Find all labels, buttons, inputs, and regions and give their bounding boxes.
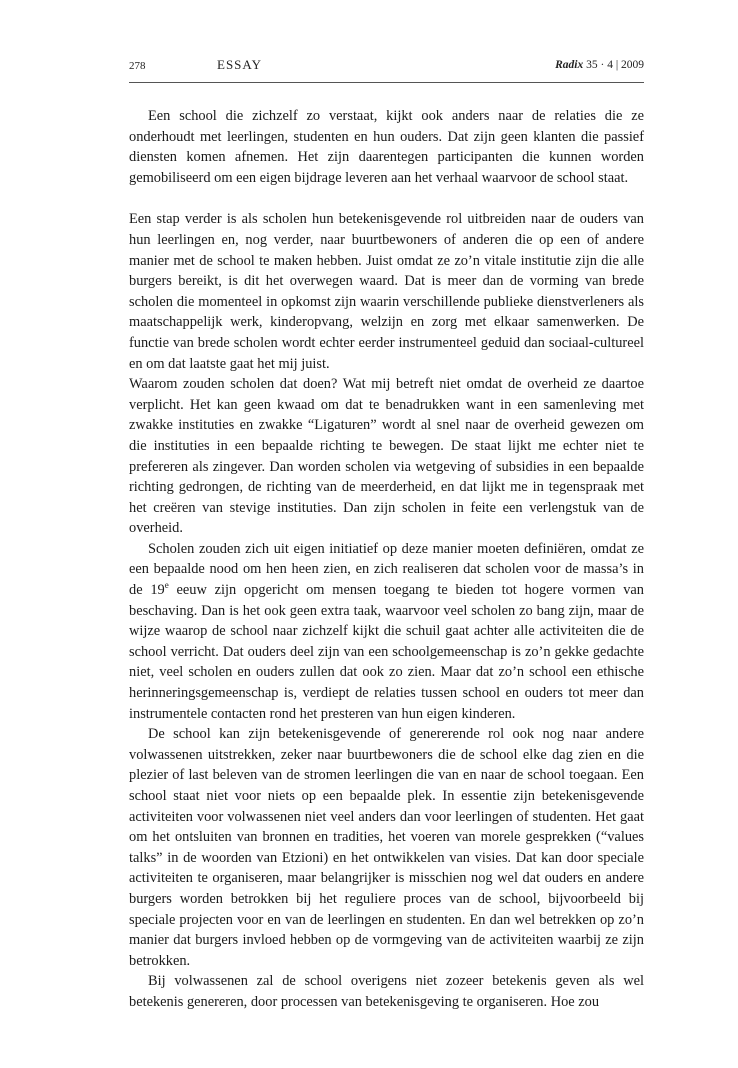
paragraph-6: Bij volwassenen zal de school overigens niet zozeer betekenis geven als wel betekenis genereren, door processen van betekenisgeving te organiseren. Hoe zou [129, 973, 644, 1010]
running-header [129, 52, 644, 83]
paragraph-4-part-1: Scholen zouden zich uit eigen initiatief op deze manier moeten definiëren, omdat ze een bepaalde nood om hen heen zien, en zich realiseren dat scholen voor de massa’s in de 19 [129, 540, 644, 599]
page-number: 278 [129, 60, 146, 72]
paragraph-3: Waarom zouden scholen dat doen? Wat mij betreft niet omdat de overheid ze daartoe verplicht. Het kan geen kwaad om dat te benadrukken want in een samenleving met zwakke instituties en zwakke “Ligaturen” wordt al snel naar de overheid gewezen om die instituties in een bepaalde richting te bewegen. De staat lijkt me echter niet te prefereren als zingever. Dan worden scholen via wetgeving of subsidies in een bepaalde richting gedrongen, de richting van de meerderheid, en dat lijkt me in tegenspraak met het creëren van stevige instituties. Dan zijn scholen in feite een verlengstuk van de overheid. [129, 376, 644, 537]
journal-reference [555, 59, 644, 71]
paragraph-2: Een stap verder is als scholen hun betekenisgevende rol uitbreiden naar de ouders van hun leerlingen en, nog verder, naar buurtbewoners of anderen die op een of andere manier met de school te maken hebben. Juist omdat ze zo’n vitale institutie zijn die alle burgers bereikt, is dit het overwegen waard. Dat is meer dan de vorming van brede scholen die momenteel in opkomst zijn waarin verschillende publieke dienstverleners als maatschappelijk werk, kinderopvang, welzijn en zorg met elkaar samenwerken. De functie van brede scholen wordt echter eerder instrumenteel geduid dan sociaal-cultureel en om dat laatste gaat het mij juist. [129, 211, 644, 372]
journal-name: Radix [555, 59, 584, 71]
paragraph-5: De school kan zijn betekenisgevende of genererende rol ook nog naar andere volwassenen uitstrekken, zeker naar buurtbewoners die de school elke dag zien en die plezier of last beleven van de stromen leerlingen die van en naar de school toegaan. Een school staat niet voor niets op een bepaalde plek. In essentie zijn betekenisgevende activiteiten voor volwassenen niet veel anders dan voor leerlingen of studenten. Het gaat om het ontsluiten van bronnen en tradities, het voeren van morele gesprekken (“values talks” in de woorden van Etzioni) en het ontwikkelen van visies. Dat kan door speciale activiteiten te organiseren, maar belangrijker is misschien nog wel dat ouders en andere burgers worden betrokken bij het reguliere proces van de school, bijvoorbeeld bij speciale projecten voor en van de leerlingen en studenten. En dan wel betrekken op zo’n manier dat burgers invloed hebben op de vormgeving van de activiteiten waarbij ze zijn betrokken. [129, 726, 644, 969]
paragraph-4 [129, 539, 644, 724]
article-body [129, 106, 644, 1013]
paragraph-4-part-2: eeuw zijn opgericht om mensen toegang te bieden tot hogere vormen van beschaving. Dan is het ook geen extra taak, waarvoor veel scholen zo bang zijn, maar de wijze waarop de school naar zichzelf kijkt die schuil gaat achter alle activiteiten die de school verricht. Dat ouders deel zijn van een schoolgemeenschap is zo’n gekke gedachte niet, veel scholen en ouders zullen dat ook zo zien. Maar dat zo’n school een ethische herinneringsgemeenschap is, verdiept de relaties tussen school en ouders tot meer dan instrumentele contacten rond het presteren van hun eigen kinderen. [129, 582, 644, 722]
paragraph-1: Een school die zichzelf zo verstaat, kijkt ook anders naar de relaties die ze onderhoudt met leerlingen, studenten en hun ouders. Dat zijn geen klanten die passief diensten komen afnemen. Het zijn daarentegen participanten die kunnen worden gemobiliseerd om een eigen bijdrage leveren aan het verhaal waarvoor de school staat. [129, 108, 644, 186]
superscript-e: e [164, 580, 169, 591]
journal-issue: 35 · 4 | 2009 [586, 59, 644, 71]
section-label: ESSAY [217, 57, 262, 72]
